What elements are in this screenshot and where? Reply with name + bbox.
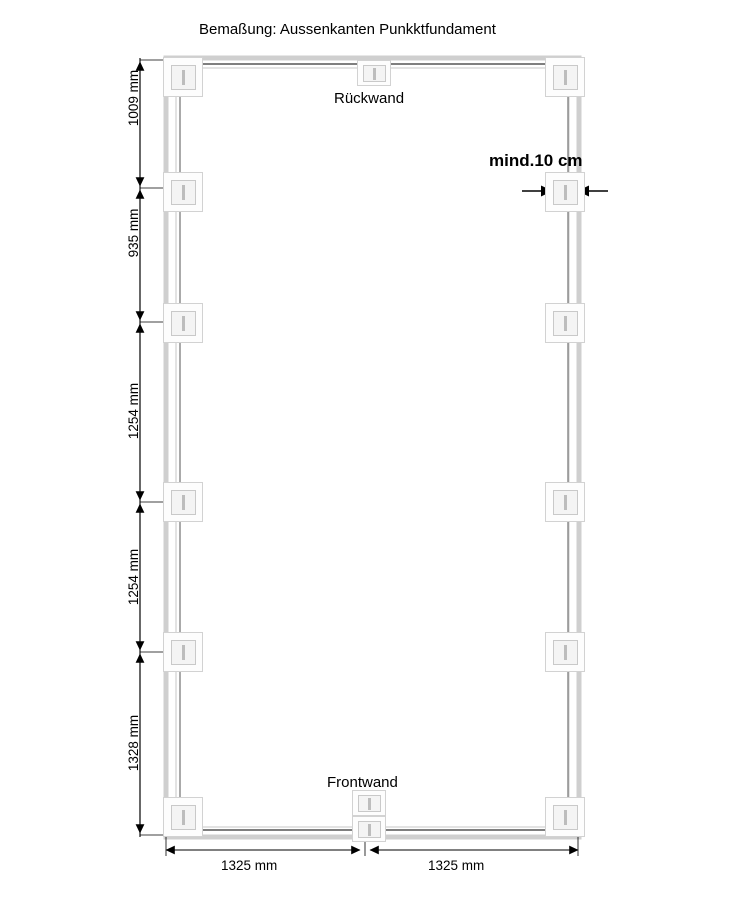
footing-left-4 [163,482,203,522]
vertical-dimension-3: 1254 mm [126,382,141,440]
footing-bolt [182,185,185,200]
footing-bolt [182,810,185,825]
footing-bottom-center [352,816,386,842]
horizontal-dimension-1: 1325 mm [221,858,278,873]
footing-right-4 [545,482,585,522]
footing-bolt [564,645,567,660]
beam-lines [180,64,568,830]
footing-left-3 [163,303,203,343]
footing-bolt [182,316,185,331]
footing-bolt [182,495,185,510]
footing-top-center [357,60,391,86]
vertical-dimension-2: 935 mm [126,208,141,258]
footing-left-2 [163,172,203,212]
footing-bolt [373,68,376,80]
carport-outline [166,58,579,837]
footing-left-6 [163,797,203,837]
footing-right-6 [545,797,585,837]
footing-right-1 [545,57,585,97]
back-wall-label: Rückwand [334,90,405,107]
vertical-dimension-4: 1254 mm [126,548,141,606]
footing-bolt [564,810,567,825]
footing-right-2 [545,172,585,212]
horizontal-dimension-2: 1325 mm [428,858,485,873]
vertical-dimension-1: 1009 mm [126,69,141,127]
footing-left-1 [163,57,203,97]
front-wall-label: Frontwand [327,774,398,791]
diagram-title: Bemaßung: Aussenkanten Punkktfundament [199,21,496,38]
footing-bolt [368,798,371,810]
footing-right-5 [545,632,585,672]
footing-bolt [564,316,567,331]
footing-bolt [564,495,567,510]
min-distance-label: mind.10 cm [489,151,583,170]
footing-bolt [182,70,185,85]
footing-bottom-center-upper [352,790,386,816]
footing-bolt [564,185,567,200]
footing-bolt [368,824,371,836]
footing-right-3 [545,303,585,343]
footing-left-5 [163,632,203,672]
footing-bolt [564,70,567,85]
footing-bolt [182,645,185,660]
vertical-dimension-5: 1328 mm [126,714,141,772]
